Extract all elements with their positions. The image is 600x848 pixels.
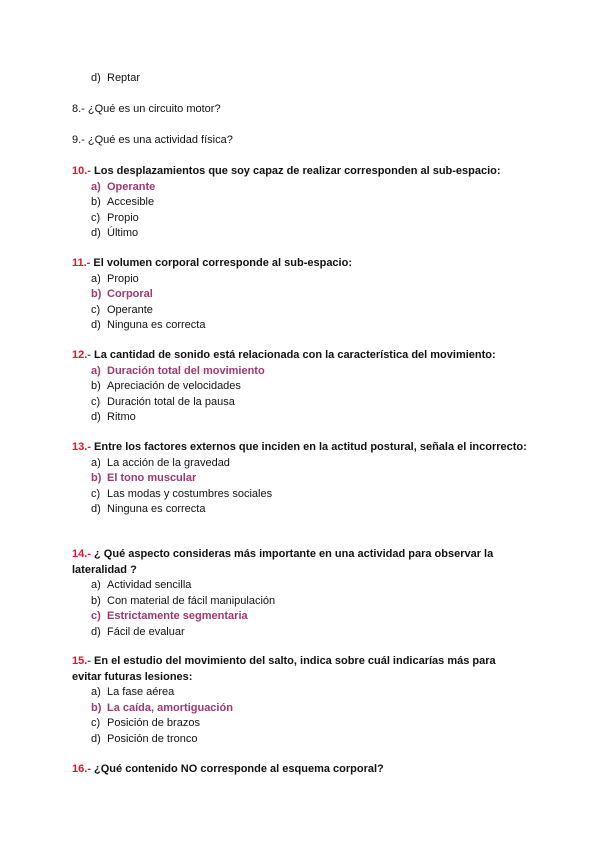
question-number: 14.- <box>72 548 91 560</box>
option-text: Con material de fácil manipulación <box>107 594 276 607</box>
question-number: 16.- <box>72 763 91 775</box>
option-a <box>72 456 532 472</box>
option-b-correct <box>72 701 532 717</box>
option-letter: d) <box>91 72 101 84</box>
question-10 <box>72 164 532 242</box>
option-text: Posición de tronco <box>107 732 198 745</box>
option-text: Estrictamente segmentaria <box>107 610 248 622</box>
option-text: Propio <box>107 272 139 285</box>
option-d <box>72 318 532 334</box>
option-text: Ritmo <box>107 411 136 423</box>
option-letter: b) <box>91 594 101 607</box>
option-c <box>72 211 532 227</box>
option-text: Último <box>107 227 139 239</box>
option-b-correct <box>72 287 532 303</box>
option-text: Operante <box>107 180 156 193</box>
option-text: Ninguna es correcta <box>107 319 206 331</box>
question-11 <box>72 256 532 334</box>
option-letter: b) <box>91 701 102 714</box>
question-12 <box>72 348 532 426</box>
question-number: 11.- <box>72 257 91 269</box>
option-text: Ninguna es correcta <box>107 503 206 515</box>
question-text: ¿Qué es una actividad física? <box>87 134 233 146</box>
option-letter: d) <box>91 732 101 745</box>
option-letter: a) <box>91 272 101 285</box>
option-d <box>72 625 532 641</box>
option-d <box>72 226 532 242</box>
option-letter: b) <box>91 380 101 392</box>
question-text: ¿ Qué aspecto consideras más importante en una actividad para observar la lateralidad ? <box>72 548 494 576</box>
option-letter: d) <box>91 227 101 239</box>
question-number: 12.- <box>72 349 91 361</box>
option-text: Posición de brazos <box>107 717 200 729</box>
option-letter: b) <box>91 288 102 300</box>
question-number: 13.- <box>72 441 91 453</box>
option-text: Fácil de evaluar <box>107 625 185 638</box>
option-text: La caída, amortiguación <box>107 701 233 714</box>
question-13 <box>72 440 532 518</box>
option-text: Duración total del movimiento <box>107 364 265 377</box>
question-text: Entre los factores externos que inciden en la actitud postural, señala el incorrecto: <box>94 441 527 453</box>
option-text: Apreciación de velocidades <box>107 380 241 392</box>
option-letter: d) <box>91 503 101 515</box>
option-c-correct <box>72 609 532 625</box>
option-text: Duración total de la pausa <box>107 395 235 408</box>
option-letter: c) <box>91 717 101 729</box>
option-b-correct <box>72 471 532 487</box>
question-16 <box>72 762 532 778</box>
option-text: La fase aérea <box>107 686 175 698</box>
question-number: 10.- <box>72 165 91 177</box>
option-text: Accesible <box>107 196 155 208</box>
option-letter: b) <box>91 196 101 208</box>
option-text: La acción de la gravedad <box>107 456 230 469</box>
option-text: El tono muscular <box>107 472 197 484</box>
option-letter: a) <box>91 579 101 591</box>
option-b <box>72 195 532 211</box>
option-letter: d) <box>91 411 101 423</box>
option-text: Actividad sencilla <box>107 579 192 591</box>
option-c <box>72 395 532 411</box>
option-letter: d) <box>91 319 101 331</box>
question-text: ¿Qué contenido NO corresponde al esquema corporal? <box>94 763 384 775</box>
question-text: El volumen corporal corresponde al sub-espacio: <box>93 257 352 269</box>
question-number: 8.- <box>72 103 85 115</box>
option-c <box>72 487 532 503</box>
option-letter: a) <box>91 686 101 698</box>
option-text: Propio <box>107 211 139 224</box>
question-9 <box>72 133 532 149</box>
option-d <box>72 410 532 426</box>
option-b <box>72 594 532 610</box>
option-text: Las modas y costumbres sociales <box>107 487 273 500</box>
option-text: Operante <box>107 303 153 316</box>
option-c <box>72 303 532 319</box>
option-a-correct <box>72 364 532 380</box>
question-15 <box>72 654 532 747</box>
question-text: En el estudio del movimiento del salto, indica sobre cuál indicarías más para evitar futuras lesiones: <box>72 655 496 683</box>
carry-over-option <box>72 71 532 87</box>
question-14 <box>72 547 532 640</box>
option-d <box>72 502 532 518</box>
option-a <box>72 272 532 288</box>
question-text: La cantidad de sonido está relacionada con la característica del movimiento: <box>94 349 496 361</box>
option-letter: c) <box>91 303 101 316</box>
question-number: 15.- <box>72 655 91 667</box>
option-a <box>72 685 532 701</box>
question-8 <box>72 102 532 118</box>
question-text: Los desplazamientos que soy capaz de realizar corresponden al sub-espacio: <box>94 165 501 177</box>
option-letter: a) <box>91 364 101 377</box>
option-letter: c) <box>91 395 101 408</box>
option-letter: a) <box>91 456 101 469</box>
option-b <box>72 379 532 395</box>
option-c <box>72 716 532 732</box>
option-letter: a) <box>91 180 101 193</box>
option-letter: b) <box>91 472 102 484</box>
option-d <box>72 732 532 748</box>
option-letter: c) <box>91 610 101 622</box>
option-letter: c) <box>91 487 101 500</box>
option-letter: c) <box>91 211 101 224</box>
question-number: 9.- <box>72 134 85 146</box>
option-letter: d) <box>91 625 101 638</box>
option-a-correct <box>72 180 532 196</box>
option-text: Reptar <box>107 72 141 84</box>
option-a <box>72 578 532 594</box>
option-text: Corporal <box>107 288 153 300</box>
question-text: ¿Qué es un circuito motor? <box>87 103 221 115</box>
